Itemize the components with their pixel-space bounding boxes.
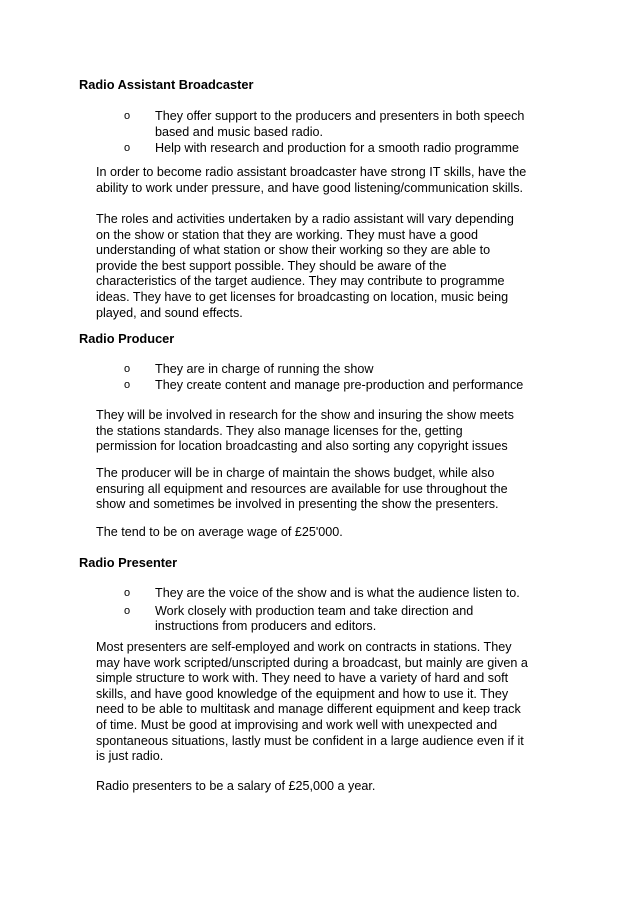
paragraph-line: characteristics of the target audience. They may contribute to programme: [96, 274, 505, 289]
paragraph-line: of time. Must be good at improvising and work well with unexpected and: [96, 717, 498, 732]
paragraph-line: ensuring all equipment and resources are available for use throughout the: [96, 481, 508, 496]
section-heading-radio-presenter: Radio Presenter: [79, 555, 178, 570]
paragraph-line: played, and sound effects.: [96, 305, 243, 320]
bullet-list-presenter: [124, 586, 554, 635]
bullet-text-line: Work closely with production team and take direction and: [155, 603, 474, 618]
paragraph: [96, 525, 566, 541]
paragraph: [96, 640, 566, 765]
paragraph: [96, 408, 566, 455]
paragraph-line: need to be able to multitask and manage different equipment and keep track: [96, 702, 521, 717]
bullet-marker-icon: o: [124, 587, 131, 599]
paragraph-line: is just radio.: [96, 749, 164, 764]
paragraph-line: They will be involved in research for the show and insuring the show meets: [96, 408, 514, 422]
bullet-text-line: based and music based radio.: [155, 124, 324, 139]
paragraph-line: In order to become radio assistant broadcaster have strong IT skills, have the: [96, 165, 527, 179]
bullet-text-line: They offer support to the producers and presenters in both speech: [155, 109, 525, 123]
section-heading-radio-producer: Radio Producer: [79, 331, 175, 346]
bullet-text-line: instructions from producers and editors.: [155, 619, 377, 634]
bullet-marker-icon: o: [124, 604, 131, 617]
paragraph: [96, 165, 566, 196]
paragraph: [96, 212, 566, 321]
paragraph-line: ability to work under pressure, and have good listening/communication skills.: [96, 180, 524, 195]
bullet-text-line: They are the voice of the show and is what the audience listen to.: [155, 586, 520, 600]
bullet-marker-icon: o: [124, 110, 131, 122]
bullet-item: [124, 586, 554, 604]
paragraph-line: show and sometimes be involved in presenting the show the presenters.: [96, 497, 499, 512]
paragraph-line: simple structure to work with. They need to have a variety of hard and soft: [96, 671, 509, 686]
paragraph-line: The producer will be in charge of maintain the shows budget, while also: [96, 466, 495, 480]
paragraph-line: ideas. They have to get licenses for broadcasting on location, music being: [96, 289, 509, 304]
bullet-marker-icon: o: [124, 363, 131, 375]
bullet-list-assistant: [124, 109, 554, 156]
bullet-marker-icon: o: [124, 141, 131, 154]
section-heading-radio-assistant-broadcaster: Radio Assistant Broadcaster: [79, 77, 254, 92]
bullet-list-producer: [124, 362, 554, 393]
bullet-text-line: They are in charge of running the show: [155, 362, 374, 376]
bullet-item: [124, 141, 554, 157]
bullet-marker-icon: o: [124, 378, 131, 391]
paragraph-line: understanding of what station or show their working so they are able to: [96, 243, 491, 258]
paragraph-line: Most presenters are self-employed and work on contracts in stations. They: [96, 640, 512, 654]
paragraph-line: skills, and have good knowledge of the equipment and how to use it. They: [96, 686, 509, 701]
paragraph: [96, 779, 566, 795]
paragraph-line: The roles and activities undertaken by a radio assistant will vary depending: [96, 212, 514, 226]
paragraph-line: Radio presenters to be a salary of £25,000 a year.: [96, 779, 376, 793]
paragraph: [96, 466, 566, 513]
bullet-item: [124, 604, 554, 635]
bullet-item: [124, 109, 554, 141]
bullet-text-line: They create content and manage pre-production and performance: [155, 377, 524, 392]
paragraph-line: the stations standards. They also manage licenses for the, getting: [96, 423, 463, 438]
paragraph-line: permission for location broadcasting and also sorting any copyright issues: [96, 439, 508, 454]
bullet-item: [124, 362, 554, 378]
bullet-text-line: Help with research and production for a smooth radio programme: [155, 140, 520, 155]
paragraph-line: spontaneous situations, lastly must be confident in a large audience even if it: [96, 733, 524, 748]
paragraph-line: on the show or station that they are working. They must have a good: [96, 227, 479, 242]
bullet-item: [124, 378, 554, 394]
paragraph-line: may have work scripted/unscripted during a broadcast, but mainly are given a: [96, 655, 528, 670]
paragraph-line: The tend to be on average wage of £25'000.: [96, 525, 343, 539]
paragraph-line: provide the best support possible. They should be aware of the: [96, 258, 447, 273]
